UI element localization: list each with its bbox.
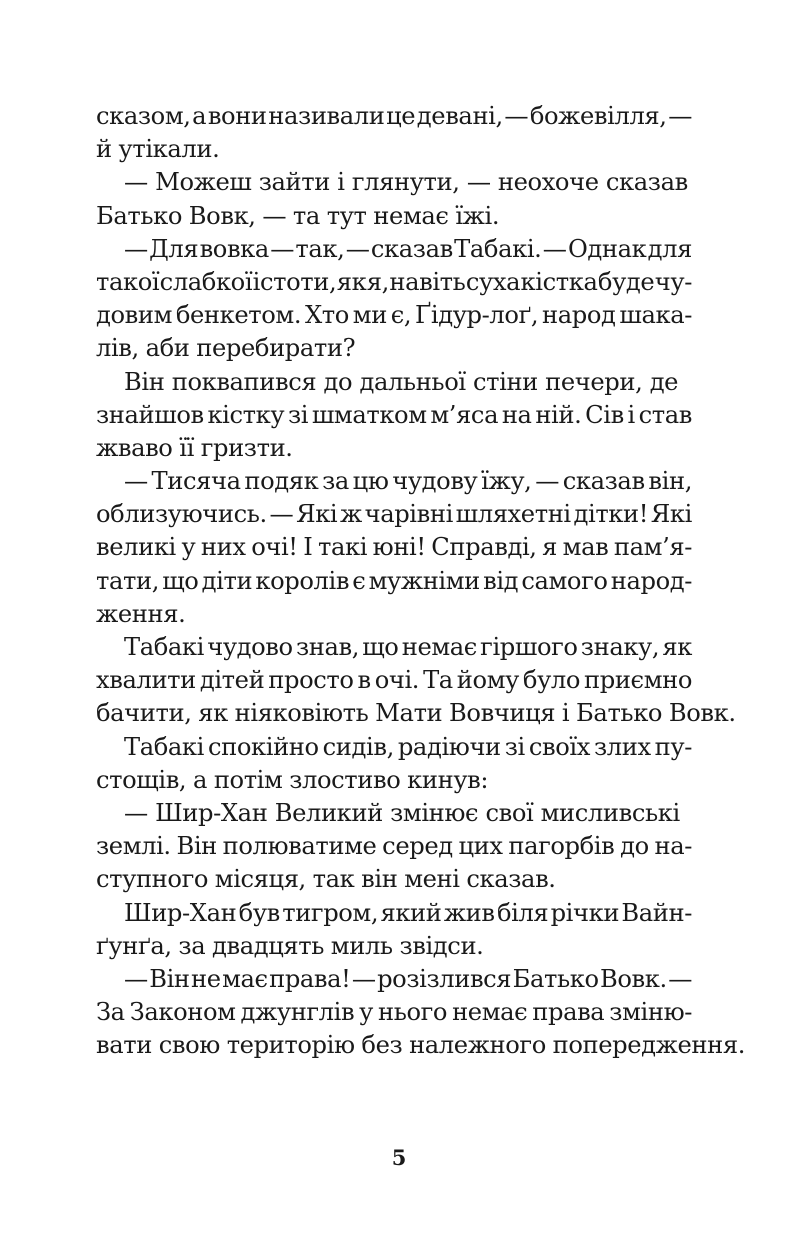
text-line: стощів, а потім злостиво кинув: xyxy=(96,765,489,794)
text-line: Він поквапився до дальньої стіни печери, де xyxy=(124,367,679,396)
text-line: — Він не має права! — розізлився Батько Вовк. — xyxy=(124,964,692,993)
text-line: хвалити дітей просто в очі. Та йому було приємно xyxy=(96,666,692,695)
text-line: ґунґа, за двадцять миль звідси. xyxy=(96,931,484,960)
text-line: знайшов кістку зі шматком м’яса на ній. Сів і став xyxy=(96,400,692,429)
text-line: ження. xyxy=(96,599,186,628)
text-line: облизуючись. — Які ж чарівні шляхетні дітки! Які xyxy=(96,500,692,529)
text-line: великі у них очі! І такі юні! Справді, я мав пам’я- xyxy=(96,533,692,562)
text-line: — Для вовка — так, — сказав Табакі. — Однак для xyxy=(124,234,692,263)
page-body-text xyxy=(96,100,746,1062)
text-line: довим бенкетом. Хто ми є, Ґідур-лоґ, народ шака- xyxy=(96,301,692,330)
text-line: — Шир-Хан Великий змінює свої мисливські xyxy=(124,798,680,827)
text-line: Батько Вовк, — та тут немає їжі. xyxy=(96,201,500,230)
page-number: 5 xyxy=(391,1145,407,1170)
text-line: За Законом джунглів у нього немає права зміню- xyxy=(96,998,692,1027)
text-line: — Можеш зайти і глянути, — неохоче сказав xyxy=(124,168,688,197)
text-line: землі. Він полюватиме серед цих пагорбів до на- xyxy=(96,832,692,861)
text-line: Шир-Хан був тигром, який жив біля річки Вайн- xyxy=(124,898,692,927)
text-line: — Тисяча подяк за цю чудову їжу, — сказав він, xyxy=(124,467,692,496)
text-line: ступного місяця, так він мені сказав. xyxy=(96,865,556,894)
text-line: бачити, як ніяковіють Мати Вовчиця і Батько Вовк. xyxy=(96,699,736,728)
text-line: тати, що діти королів є мужніми від самого народ- xyxy=(96,566,692,595)
text-line: й утікали. xyxy=(96,135,220,164)
text-line: такої слабкої істоти, як я, навіть суха кістка буде чу- xyxy=(96,267,692,296)
text-line: жваво її гризти. xyxy=(96,433,293,462)
text-line: лів, аби перебирати? xyxy=(96,334,356,363)
text-line: вати свою територію без належного попередження. xyxy=(96,1031,746,1060)
text-line: Табакі спокійно сидів, радіючи зі своїх злих пу- xyxy=(124,732,692,761)
text-line: сказом, а вони називали це девані, — божевілля, — xyxy=(96,102,692,130)
text-line: Табакі чудово знав, що немає гіршого знаку, як xyxy=(124,633,692,661)
